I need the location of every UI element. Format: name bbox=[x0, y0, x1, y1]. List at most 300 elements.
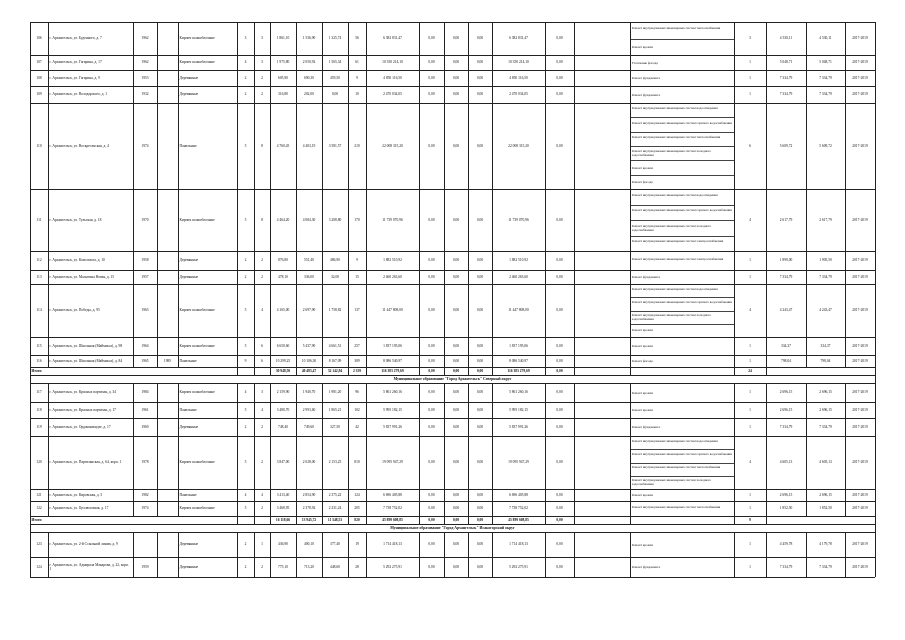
table-grid-line bbox=[444, 367, 445, 375]
table-grid-line bbox=[30, 22, 31, 55]
cell-wall: Кирпич шлакоблочные bbox=[179, 36, 215, 41]
table-grid-line bbox=[419, 355, 420, 367]
table-grid-line bbox=[48, 251, 49, 270]
row-number: 113 bbox=[36, 274, 42, 279]
table-grid-line bbox=[30, 557, 31, 577]
table-grid-line bbox=[348, 70, 349, 86]
work-type-item: Ремонт внутридомовых инженерных систем холодного водоснабжения bbox=[631, 223, 712, 232]
cell-own: 6 696 405,88 bbox=[509, 492, 528, 497]
cell-f4: 0,00 bbox=[556, 564, 563, 569]
table-grid-line bbox=[444, 270, 445, 284]
cell-year: 1970 bbox=[141, 217, 149, 222]
work-type-item: Ремонт внутридомовых инженерных систем холодного водоснабжения bbox=[631, 478, 712, 487]
cell-cost: 5 837 991,26 bbox=[383, 424, 402, 429]
cell-area2: 2 993,60 bbox=[302, 407, 316, 412]
cell-f2: 0,00 bbox=[452, 308, 460, 313]
cell-f4: 0,00 bbox=[556, 358, 563, 363]
cell-wall: Деревянные bbox=[179, 75, 199, 80]
row-number: 110 bbox=[36, 143, 42, 148]
cell-f4: 0,00 bbox=[556, 343, 563, 348]
cell-year: 1953 bbox=[141, 75, 149, 80]
table-grid-line bbox=[630, 355, 631, 367]
total-area2: 13 945,72 bbox=[301, 517, 317, 522]
table-grid-line bbox=[157, 383, 158, 402]
table-grid-line bbox=[419, 383, 420, 402]
table-grid-line bbox=[574, 70, 575, 86]
cell-v2: 4 605,13 bbox=[819, 460, 832, 465]
work-type-item: Ремонт фасада bbox=[631, 359, 653, 363]
cell-v1: 334,37 bbox=[781, 343, 791, 348]
cell-num: 4 bbox=[749, 308, 751, 313]
table-grid-line bbox=[419, 367, 420, 375]
work-type-item: Ремонт фундамента bbox=[631, 565, 661, 569]
table-grid-line bbox=[237, 516, 238, 524]
cell-num: 1 bbox=[749, 424, 751, 429]
cell-own: 6 382 831,47 bbox=[509, 36, 528, 41]
cell-term: 2017-2019 bbox=[852, 308, 868, 313]
table-grid-line bbox=[157, 489, 158, 501]
cell-f2: 0,00 bbox=[452, 564, 460, 569]
cell-term: 2017-2019 bbox=[852, 492, 868, 497]
work-type-item: Ремонт кровли bbox=[631, 165, 653, 170]
cell-year: 1974 bbox=[141, 143, 149, 148]
table-grid-line bbox=[630, 476, 734, 477]
table-grid-line bbox=[133, 436, 134, 489]
table-grid-line bbox=[157, 270, 158, 284]
table-grid-line bbox=[574, 337, 575, 355]
table-grid-line bbox=[254, 501, 255, 516]
cell-f1: 0,00 bbox=[428, 274, 435, 279]
table-grid-line bbox=[237, 337, 238, 355]
cell-area3: 377,40 bbox=[330, 542, 340, 547]
table-grid-line bbox=[630, 311, 734, 312]
table-grid-line bbox=[630, 532, 631, 557]
table-grid-line bbox=[48, 70, 49, 86]
total-cost: 45 899 608,85 bbox=[382, 517, 403, 522]
table-grid-line bbox=[254, 367, 255, 375]
cell-year: 1978 bbox=[141, 460, 149, 465]
cell-cost: 11 739 070,96 bbox=[382, 217, 403, 222]
table-grid-line bbox=[492, 86, 493, 103]
table-grid-line bbox=[178, 489, 179, 501]
table-grid-line bbox=[254, 70, 255, 86]
cell-people: 170 bbox=[354, 217, 360, 222]
work-type-item: Ремонт фасада bbox=[631, 179, 653, 184]
table-grid-line bbox=[30, 70, 31, 86]
cell-term: 2017-2019 bbox=[852, 217, 868, 222]
table-grid-line bbox=[630, 436, 631, 489]
table-grid-line bbox=[574, 402, 575, 418]
cell-f3: 0,00 bbox=[476, 143, 484, 148]
table-grid-line bbox=[444, 557, 445, 577]
table-grid-line bbox=[270, 189, 271, 251]
table-grid-line bbox=[178, 436, 179, 489]
house-address: г. Архангельск, ул. Целлюлозная, д. 17 bbox=[49, 506, 109, 511]
cell-entr: 4 bbox=[261, 308, 263, 313]
row-number: 111 bbox=[36, 217, 42, 222]
table-grid-line bbox=[630, 39, 734, 40]
table-grid-line bbox=[237, 189, 238, 251]
cell-v1: 2 696,15 bbox=[779, 390, 793, 395]
row-number: 118 bbox=[36, 407, 42, 412]
row-number: 107 bbox=[36, 60, 42, 65]
table-grid-line bbox=[270, 86, 271, 103]
cell-entr: 8 bbox=[261, 217, 263, 222]
work-type-item: Ремонт внутридомовых инженерных систем теплоснабжения bbox=[631, 134, 721, 139]
cell-wall: Деревянные bbox=[179, 564, 199, 569]
cell-cost: 11 447 808,00 bbox=[382, 308, 403, 313]
table-grid-line bbox=[845, 251, 846, 270]
table-grid-line bbox=[630, 489, 631, 501]
table-grid-line bbox=[766, 86, 767, 103]
cell-v1: 1 890,00 bbox=[779, 258, 793, 263]
table-grid-line bbox=[348, 337, 349, 355]
table-grid-line bbox=[468, 418, 469, 436]
table-grid-line bbox=[468, 251, 469, 270]
table-grid-line bbox=[875, 22, 876, 55]
cell-term: 2017-2019 bbox=[852, 258, 868, 263]
house-address: г. Архангельск, ул. Комсомола, д. 10 bbox=[49, 258, 105, 263]
table-grid-line bbox=[254, 383, 255, 402]
table-grid-line bbox=[492, 22, 493, 55]
table-grid-line bbox=[630, 337, 631, 355]
table-grid-line bbox=[630, 418, 631, 436]
cell-f2: 0,00 bbox=[452, 343, 460, 348]
table-grid-line bbox=[366, 22, 367, 55]
table-grid-line bbox=[348, 532, 349, 557]
cell-wall: Деревянные bbox=[179, 92, 199, 97]
table-grid-line bbox=[30, 251, 31, 270]
table-grid-line bbox=[630, 146, 734, 147]
table-grid-line bbox=[492, 367, 493, 375]
cell-year: 1963 bbox=[141, 308, 149, 313]
table-grid-line bbox=[468, 402, 469, 418]
cell-f4: 0,00 bbox=[556, 308, 563, 313]
table-grid-line bbox=[254, 189, 255, 251]
cell-entr: 2 bbox=[261, 274, 263, 279]
cell-f4: 0,00 bbox=[556, 542, 563, 547]
table-grid-line bbox=[444, 103, 445, 189]
cell-v1: 2 696,15 bbox=[779, 407, 793, 412]
table-grid-line bbox=[492, 251, 493, 270]
cell-f2: 0,00 bbox=[452, 258, 460, 263]
table-grid-line bbox=[630, 284, 631, 337]
table-grid-line bbox=[133, 557, 134, 577]
table-grid-line bbox=[766, 436, 767, 489]
cell-area2: 2 050,92 bbox=[302, 60, 316, 65]
total-area3: 32 142,94 bbox=[327, 368, 343, 373]
table-grid-line bbox=[630, 367, 631, 375]
cell-f4: 0,00 bbox=[556, 92, 563, 97]
house-address: г. Архангельск, ул. Гагарина, д. 9 bbox=[49, 75, 100, 80]
table-grid-line bbox=[875, 367, 876, 375]
table-grid-line bbox=[133, 22, 134, 55]
table-grid-line bbox=[237, 284, 238, 337]
cell-area3: 1 325,74 bbox=[328, 36, 342, 41]
cell-area3: 1 758,82 bbox=[328, 308, 342, 313]
table-grid-line bbox=[48, 557, 49, 577]
work-type-item: Ремонт внутридомовых инженерных систем горячего водоснабжения bbox=[631, 299, 732, 304]
table-grid-line bbox=[574, 418, 575, 436]
table-grid-line bbox=[178, 86, 179, 103]
table-grid-line bbox=[875, 532, 876, 557]
table-grid-line bbox=[419, 489, 420, 501]
table-grid-line bbox=[492, 55, 493, 70]
table-grid-line bbox=[366, 270, 367, 284]
table-grid-line bbox=[30, 577, 875, 578]
table-grid-line bbox=[270, 501, 271, 516]
table-grid-line bbox=[734, 383, 735, 402]
work-type-item: Ремонт внутридомовых инженерных систем теплоснабжения bbox=[631, 26, 721, 31]
table-grid-line bbox=[766, 489, 767, 501]
table-grid-line bbox=[630, 55, 631, 70]
table-grid-line bbox=[237, 355, 238, 367]
cell-v1: 7 334,79 bbox=[779, 75, 793, 80]
work-type-item: Ремонт внутридомовых инженерных систем горячего водоснабжения bbox=[631, 208, 732, 213]
table-grid-line bbox=[468, 337, 469, 355]
table-grid-line bbox=[157, 501, 158, 516]
table-grid-line bbox=[630, 251, 631, 270]
cell-f1: 0,00 bbox=[428, 564, 435, 569]
cell-area2: 202,00 bbox=[304, 92, 314, 97]
table-grid-line bbox=[296, 22, 297, 55]
table-grid-line bbox=[766, 501, 767, 516]
cell-area: 4 760,45 bbox=[276, 143, 290, 148]
cell-wall: Кирпич шлакоблочные bbox=[179, 60, 215, 65]
cell-cost: 5 995 182,15 bbox=[383, 407, 402, 412]
work-type-item: Ремонт внутридомовых инженерных систем холодного водоснабжения bbox=[631, 149, 712, 158]
total-f1: 0,00 bbox=[428, 368, 435, 373]
table-grid-line bbox=[366, 436, 367, 489]
table-grid-line bbox=[237, 383, 238, 402]
cell-term: 2017-2019 bbox=[852, 343, 868, 348]
table-grid-line bbox=[366, 337, 367, 355]
work-type-item: Ремонт внутридомовых инженерных систем водоотведения bbox=[631, 192, 718, 197]
table-grid-line bbox=[322, 189, 323, 251]
table-grid-line bbox=[574, 355, 575, 367]
cell-area: 478,10 bbox=[278, 274, 288, 279]
table-grid-line bbox=[157, 402, 158, 418]
house-address: г. Архангельск, ул. Орджоникидзе, д. 17 bbox=[49, 424, 111, 429]
table-grid-line bbox=[734, 532, 735, 557]
cell-floors: 2 bbox=[244, 274, 247, 279]
table-grid-line bbox=[875, 355, 876, 367]
table-grid-line bbox=[419, 501, 420, 516]
table-grid-line bbox=[875, 337, 876, 355]
table-grid-line bbox=[270, 55, 271, 70]
table-grid-line bbox=[348, 489, 349, 501]
cell-v2: 1 852,50 bbox=[819, 506, 832, 511]
table-grid-line bbox=[875, 284, 876, 337]
table-grid-line bbox=[178, 557, 179, 577]
cell-year2: 1985 bbox=[163, 358, 172, 363]
cell-year: 1932 bbox=[141, 92, 149, 97]
table-grid-line bbox=[875, 70, 876, 86]
cell-entr: 8 bbox=[261, 143, 263, 148]
cell-f4: 0,00 bbox=[556, 460, 563, 465]
table-grid-line bbox=[468, 367, 469, 375]
cell-area2: 336,00 bbox=[304, 274, 314, 279]
table-grid-line bbox=[545, 270, 546, 284]
table-grid-line bbox=[766, 103, 767, 189]
table-grid-line bbox=[296, 189, 297, 251]
table-grid-line bbox=[237, 86, 238, 103]
table-grid-line bbox=[366, 55, 367, 70]
table-grid-line bbox=[574, 86, 575, 103]
total-area3: 11 548,53 bbox=[327, 517, 343, 522]
cell-term: 2017-2019 bbox=[852, 75, 868, 80]
cell-area3: 1 981,20 bbox=[328, 390, 342, 395]
table-grid-line bbox=[48, 489, 49, 501]
cell-v1: 4 459,78 bbox=[779, 542, 793, 547]
table-grid-line bbox=[766, 418, 767, 436]
cell-area2: 2 028,00 bbox=[302, 460, 316, 465]
table-grid-line bbox=[254, 270, 255, 284]
work-type-item: Ремонт фундамента bbox=[631, 76, 661, 80]
cell-area: 3 413,40 bbox=[276, 492, 290, 497]
house-address: г. Архангельск, ул. Красных партизан, д. 34 bbox=[49, 390, 116, 395]
cell-year: 1958 bbox=[141, 258, 149, 263]
table-grid-line bbox=[875, 103, 876, 189]
house-address: г. Архангельск, ул. Воскресенская, д. 4 bbox=[49, 143, 109, 148]
table-grid-line bbox=[806, 383, 807, 402]
table-grid-line bbox=[30, 103, 31, 189]
cell-f2: 0,00 bbox=[452, 75, 460, 80]
table-grid-line bbox=[845, 355, 846, 367]
table-grid-line bbox=[296, 103, 297, 189]
cell-wall: Деревянные bbox=[179, 274, 199, 279]
table-grid-line bbox=[270, 284, 271, 337]
table-grid-line bbox=[237, 436, 238, 489]
cell-cost: 19 095 947,29 bbox=[382, 460, 403, 465]
work-type-item: Ремонт внутридомовых инженерных систем электроснабжения bbox=[631, 239, 724, 244]
table-grid-line bbox=[444, 436, 445, 489]
cell-f4: 0,00 bbox=[556, 274, 563, 279]
table-grid-line bbox=[545, 367, 546, 375]
cell-v2: 7 334,79 bbox=[819, 564, 832, 569]
cell-f3: 0,00 bbox=[476, 343, 484, 348]
row-number: 108 bbox=[36, 75, 42, 80]
table-grid-line bbox=[574, 383, 575, 402]
cell-v2: 7 334,79 bbox=[819, 92, 832, 97]
cell-num: 1 bbox=[749, 343, 751, 348]
table-grid-line bbox=[366, 489, 367, 501]
table-grid-line bbox=[766, 557, 767, 577]
table-grid-line bbox=[875, 524, 876, 532]
table-grid-line bbox=[178, 103, 179, 189]
table-grid-line bbox=[545, 355, 546, 367]
table-grid-line bbox=[545, 418, 546, 436]
cell-floors: 4 bbox=[244, 492, 247, 497]
table-grid-line bbox=[133, 337, 134, 355]
table-grid-line bbox=[766, 251, 767, 270]
cell-f3: 0,00 bbox=[476, 274, 484, 279]
table-grid-line bbox=[322, 383, 323, 402]
table-grid-line bbox=[270, 436, 271, 489]
table-grid-line bbox=[254, 251, 255, 270]
table-grid-line bbox=[348, 367, 349, 375]
cell-floors: 2 bbox=[244, 92, 247, 97]
cell-num: 1 bbox=[749, 358, 751, 363]
table-grid-line bbox=[492, 355, 493, 367]
cell-people: 42 bbox=[355, 424, 359, 429]
table-grid-line bbox=[178, 355, 179, 367]
cell-floors: 5 bbox=[244, 217, 247, 222]
work-type-item: Ремонт кровли bbox=[631, 390, 653, 395]
work-type-item: Ремонт внутридомовых инженерных систем водоотведения bbox=[631, 106, 718, 111]
cell-year: 1965 bbox=[141, 358, 149, 363]
cell-f3: 0,00 bbox=[476, 358, 484, 363]
cell-v1: 4 243,47 bbox=[779, 308, 793, 313]
cell-term: 2017-2019 bbox=[852, 390, 868, 395]
cell-f2: 0,00 bbox=[452, 390, 460, 395]
table-grid-line bbox=[574, 284, 575, 337]
total-f4: 0,00 bbox=[556, 368, 563, 373]
cell-cost: 4 850 116,50 bbox=[383, 75, 402, 80]
cell-area: 605,90 bbox=[278, 75, 288, 80]
table-grid-line bbox=[296, 70, 297, 86]
table-grid-line bbox=[845, 337, 846, 355]
table-grid-line bbox=[875, 501, 876, 516]
cell-term: 2017-2019 bbox=[852, 143, 868, 148]
table-grid-line bbox=[366, 86, 367, 103]
table-grid-line bbox=[419, 251, 420, 270]
total-own: 45 899 608,85 bbox=[508, 517, 529, 522]
total-num: 24 bbox=[748, 368, 752, 373]
table-grid-line bbox=[254, 418, 255, 436]
table-grid-line bbox=[178, 251, 179, 270]
work-type-item: Ремонт кровли bbox=[631, 493, 653, 497]
cell-own: 2 470 034,05 bbox=[509, 92, 528, 97]
cell-f4: 0,00 bbox=[556, 75, 563, 80]
table-grid-line bbox=[630, 516, 631, 524]
cell-floors: 5 bbox=[244, 308, 247, 313]
cell-wall: Кирпич шлакоблочные bbox=[179, 308, 215, 313]
table-grid-line bbox=[270, 489, 271, 501]
cell-entr: 4 bbox=[261, 492, 263, 497]
table-grid-line bbox=[270, 22, 271, 55]
cell-people: 15 bbox=[355, 274, 359, 279]
table-grid-line bbox=[48, 284, 49, 337]
cell-num: 1 bbox=[749, 60, 751, 65]
cell-own: 10 350 214,10 bbox=[508, 60, 529, 65]
table-grid-line bbox=[30, 270, 31, 284]
cell-year: 1962 bbox=[141, 60, 149, 65]
cell-entr: 2 bbox=[261, 460, 263, 465]
cell-area3: 32,00 bbox=[330, 274, 340, 279]
table-grid-line bbox=[237, 402, 238, 418]
table-grid-line bbox=[348, 22, 349, 55]
table-grid-line bbox=[630, 297, 734, 298]
table-grid-line bbox=[296, 489, 297, 501]
cell-area: 4 464,20 bbox=[276, 217, 290, 222]
table-grid-line bbox=[630, 86, 631, 103]
table-grid-line bbox=[492, 489, 493, 501]
cell-area2: 690,30 bbox=[304, 75, 314, 80]
cell-f1: 0,00 bbox=[428, 92, 435, 97]
cell-year: 1982 bbox=[141, 492, 149, 497]
cell-own: 8 086 540,97 bbox=[509, 358, 528, 363]
table-grid-line bbox=[270, 103, 271, 189]
cell-area3: 2 375,22 bbox=[328, 492, 342, 497]
table-grid-line bbox=[468, 270, 469, 284]
table-grid-line bbox=[806, 557, 807, 577]
table-grid-line bbox=[444, 355, 445, 367]
cell-year: 1962 bbox=[141, 36, 149, 41]
cell-v1: 2 617,79 bbox=[779, 217, 793, 222]
table-grid-line bbox=[630, 501, 631, 516]
cell-f2: 0,00 bbox=[452, 424, 460, 429]
